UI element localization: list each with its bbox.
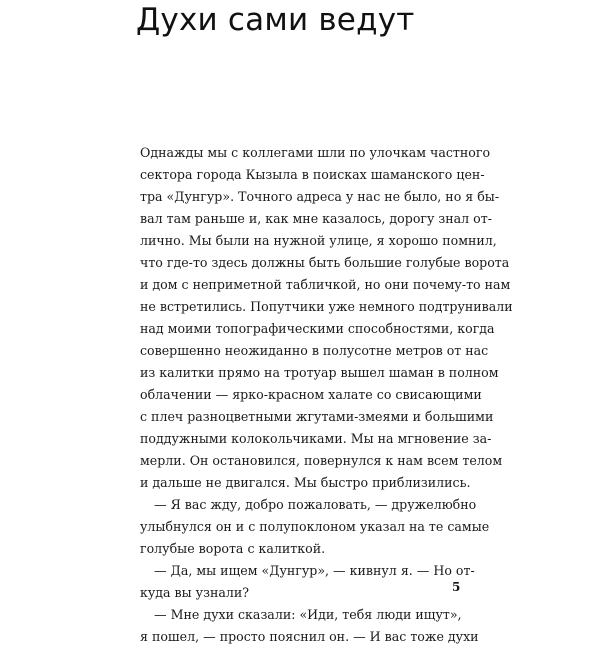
text-line: сектора города Кызыла в поисках шаманского цен-: [140, 167, 485, 182]
body-text: [140, 142, 513, 648]
text-line: куда вы узнали?: [140, 585, 249, 600]
text-line: — Да, мы ищем «Дунгур», — кивнул я. — Но от-: [154, 563, 475, 578]
text-line: улыбнулся он и с полупоклоном указал на те самые: [140, 519, 490, 534]
text-line: вал там раньше и, как мне казалось, дорогу знал от-: [140, 211, 492, 226]
page-number: 5: [452, 580, 461, 594]
text-line: Однажды мы с коллегами шли по улочкам частного: [140, 145, 491, 160]
text-line: и дальше не двигался. Мы быстро приблизились.: [140, 475, 471, 490]
text-line: и дом с неприметной табличкой, но они почему-то нам: [140, 277, 511, 292]
text-line: не встретились. Попутчики уже немного подтрунивали: [140, 299, 513, 314]
text-line: совершенно неожиданно в полусотне метров от нас: [140, 343, 489, 358]
text-line: — Я вас жду, добро пожаловать, — дружелюбно: [154, 497, 477, 512]
text-line: что где-то здесь должны быть большие голубые ворота: [140, 255, 510, 270]
text-line: облачении — ярко-красном халате со свисающими: [140, 387, 482, 402]
chapter-title: Духи сами ведут: [136, 2, 415, 38]
text-line: голубые ворота с калиткой.: [140, 541, 326, 556]
text-line: — Мне духи сказали: «Иди, тебя люди ищут»,: [154, 607, 462, 622]
text-line: я пошел, — просто пояснил он. — И вас тоже духи: [140, 629, 479, 644]
text-line: над моими топографическими способностями, когда: [140, 321, 495, 336]
text-line: поддужными колокольчиками. Мы на мгновение за-: [140, 431, 492, 446]
text-line: тра «Дунгур». Точного адреса у нас не было, но я бы-: [140, 189, 500, 204]
text-line: из калитки прямо на тротуар вышел шаман в полном: [140, 365, 499, 380]
text-line: лично. Мы были на нужной улице, я хорошо помнил,: [140, 233, 497, 248]
text-line: с плеч разноцветными жгутами-змеями и большими: [140, 409, 494, 424]
text-line: мерли. Он остановился, повернулся к нам всем телом: [140, 453, 503, 468]
